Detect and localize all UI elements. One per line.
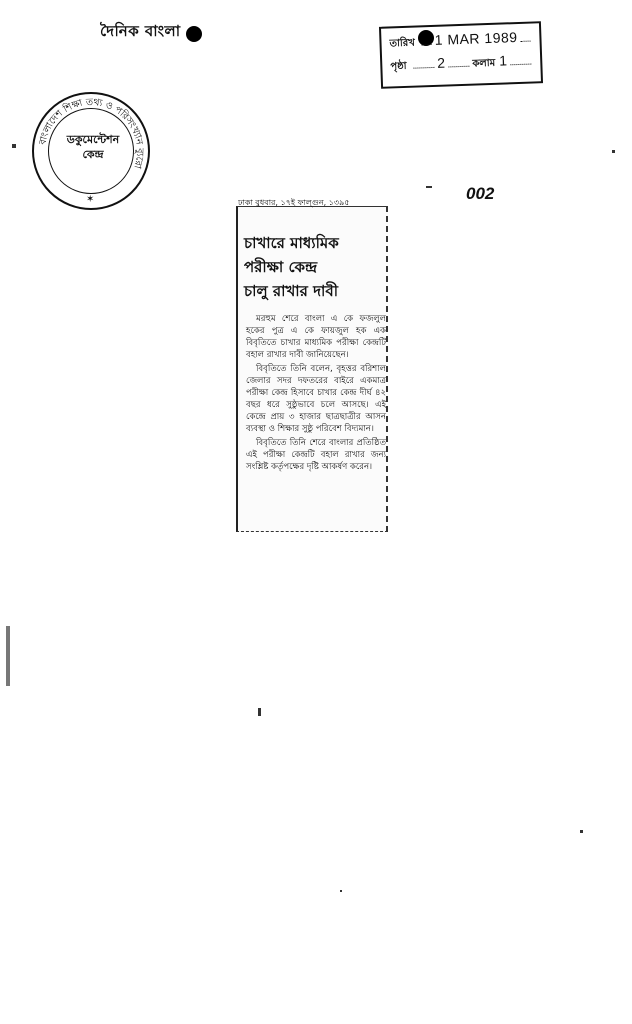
headline-line: চাখারে মাধ্যমিক — [244, 234, 339, 252]
clipping-paragraph: বিবৃতিতে তিনি বলেন, বৃহত্তর বরিশাল জেলার সদর দফতরের বাইরে একমাত্র পরীক্ষা কেন্দ্র হিসাবে চাখার কেন্দ্র দীর্ঘ ৪২ বছর ধরে সুষ্ঠুভাবে চলে আসছে। এই কেন্দ্রে প্রায় ৩ হাজার ছাত্রছাত্রীর আসন ব্যবস্থা ও শিক্ষার সুষ্ঠু পরিবেশ বিদ্যমান। — [246, 364, 386, 434]
clipping-paragraph: মরহুম শেরে বাংলা এ কে ফজলুল হকের পুত্র এ কে ফায়জুল হক এক বিবৃতিতে চাখার মাধ্যমিক পরীক্ষা কেন্দ্রটি বহাল রাখার দাবী জানিয়েছেন। — [246, 314, 386, 360]
stamp-center-line1: ডকুমেন্টেশন — [66, 133, 120, 146]
date-row — [389, 29, 534, 51]
clipping-dateline: ঢাকা বুধবার, ১৭ই ফাল্গুন, ১৩৯৫ — [238, 198, 350, 207]
clipping-paragraph: বিবৃতিতে তিনি শেরে বাংলার প্রতিষ্ঠিত এই পরীক্ষা কেন্দ্রটি বহাল রাখার জন্য সংশ্লিষ্ট কর্তৃপক্ষের দৃষ্টি আকর্ষণ করেন। — [246, 438, 386, 472]
scan-speck — [426, 186, 432, 188]
headline-line: পরীক্ষা কেন্দ্র — [244, 258, 318, 276]
column-label: কলাম — [472, 57, 496, 70]
star-icon: ✶ — [86, 194, 95, 205]
date-label: তারিখ — [389, 37, 416, 50]
page-column-row — [390, 52, 535, 74]
scan-speck — [612, 150, 615, 153]
date-value: 1 MAR 1989 — [434, 29, 518, 48]
page-label: পৃষ্ঠা — [390, 60, 407, 73]
dotted-leader — [520, 33, 530, 42]
stamp-outer-text: বাংলাদেশ শিক্ষা তথ্য ও পরিসংখ্যান ব্যুরো — [37, 96, 146, 170]
newspaper-name: দৈনিক বাংলা — [100, 22, 181, 40]
clipping-headline — [244, 231, 384, 303]
stamp-center-text — [34, 132, 152, 162]
clipping-body — [246, 313, 386, 475]
page-number: 002 — [466, 184, 495, 203]
page-value: 2 — [436, 54, 446, 71]
date-stamp-box — [379, 21, 543, 89]
scan-speck — [258, 708, 261, 716]
dotted-leader — [448, 58, 469, 68]
headline-line: চালু রাখার দাবী — [244, 282, 338, 300]
scan-speck — [580, 830, 583, 833]
dotted-leader — [510, 56, 531, 66]
punch-hole-icon — [186, 26, 202, 42]
column-value: 1 — [498, 52, 508, 69]
newspaper-clipping — [236, 198, 388, 532]
scan-speck — [12, 144, 16, 148]
scan-edge-mark — [6, 626, 10, 686]
dotted-leader — [422, 36, 432, 45]
scan-speck — [340, 890, 342, 892]
stamp-center-line2: কেন্দ্র — [82, 148, 104, 161]
dotted-leader — [413, 59, 434, 69]
documentation-stamp — [32, 92, 150, 210]
